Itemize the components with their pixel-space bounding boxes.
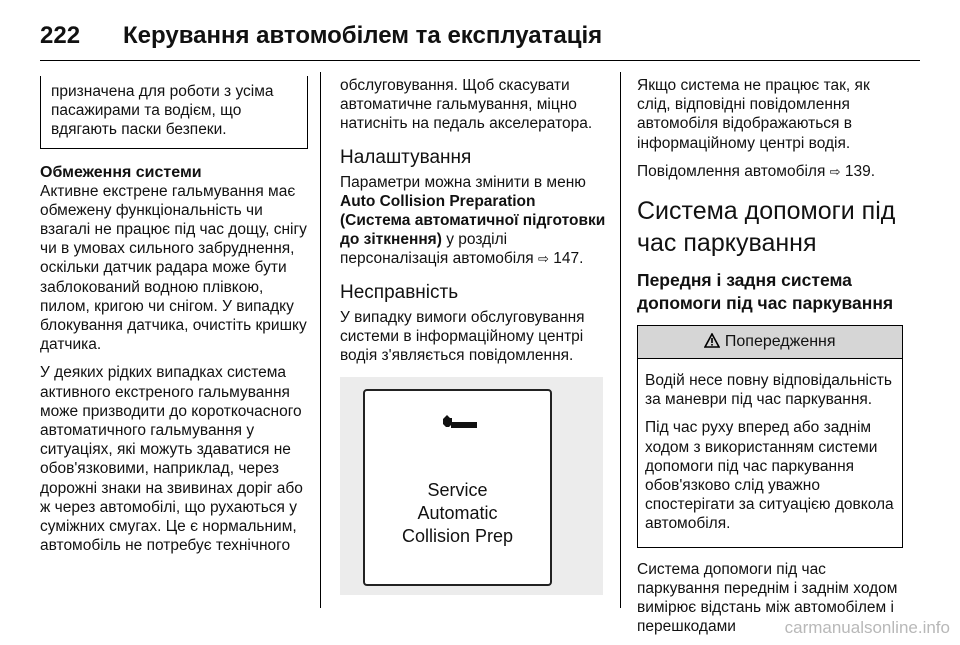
warning-box: [637, 325, 903, 548]
paragraph-rare-cases: У деяких рідких випадках система активного екстреного гальмування може призводити до короткочасного автоматичного гальмування у ситуаціях, які можуть здаватися не обов'язковими, наприклад, через дорожні знаки на звивинах доріг або ж через автомобілі, що рухаються у суміжних смугах. Це є нормальним, автомобіль не потребує технічного: [40, 364, 303, 555]
wrench-icon: [441, 415, 477, 437]
heading-system-limits: Обмеження системи: [40, 163, 202, 181]
paragraph-fault: У випадку вимоги обслуговування системи в інформаційному центрі водія з'являється повідомлення.: [340, 308, 585, 365]
warning-paragraph-2: Під час руху вперед або заднім ходом з використанням системи допомоги під час паркування обов'язково слід уважно спостерігати за ситуацією довкола автомобіля.: [645, 419, 894, 533]
page-ref-arrow-icon: ⇨: [829, 163, 841, 179]
note-box-text: призначена для роботи з усіма пасажирами та водієм, що вдягають паски безпеки.: [51, 83, 274, 139]
section-title-parking-assist: Система допомоги під час паркування: [637, 197, 896, 258]
vehicle-messages-text: Повідомлення автомобіля: [637, 162, 830, 180]
page-ref-139[interactable]: 139: [844, 162, 871, 180]
settings-text-cont: у розділі персоналізація автомобіля: [340, 231, 538, 268]
page-number: 222: [40, 22, 81, 49]
page-ref-arrow-icon: ⇨: [538, 251, 549, 267]
paragraph-malfunction: Якщо система не працює так, як слід, відповідні повідомлення автомобіля відображаються в інформаційному центрі водія.: [637, 77, 870, 152]
page-title: Керування автомобілем та експлуатація: [123, 22, 603, 49]
column-3: [637, 76, 903, 645]
warning-header: [638, 326, 902, 359]
dic-screen: [363, 389, 552, 586]
column-2: [340, 76, 608, 595]
warning-paragraph-1: Водій несе повну відповідальність за маневри під час паркування.: [645, 372, 892, 409]
note-box: [40, 76, 308, 149]
column-1: [40, 76, 308, 564]
settings-menu-name: Auto Collision Preparation (Система автоматичної підготовки до зіткнення): [340, 192, 606, 249]
page-ref-147[interactable]: 147: [553, 250, 580, 268]
paragraph-vehicle-messages: Повідомлення автомобіля ⇨ 139.: [637, 162, 876, 180]
settings-text: Параметри можна змінити в меню: [340, 173, 586, 191]
dic-message: [365, 479, 550, 548]
column-divider-2: [620, 72, 621, 608]
warning-triangle-icon: [704, 333, 720, 348]
dic-line-1: Service: [427, 480, 488, 501]
header-rule: [40, 60, 920, 61]
page-header: [40, 8, 920, 56]
subsection-title-front-rear: Передня і задня система допомоги під час паркування: [637, 270, 894, 314]
dic-line-3: Collision Prep: [401, 526, 514, 547]
paragraph-parking-assist: Система допомоги під час паркування переднім і заднім ходом вимірює відстань між автомобілем і перешкодами: [637, 560, 898, 636]
dic-display-illustration: [340, 377, 603, 595]
heading-fault: Несправність: [340, 281, 459, 303]
heading-settings: Налаштування: [340, 146, 472, 168]
paragraph-limits: Активне екстрене гальмування має обмежену функціональність чи взагалі не працює під час дощу, снігу чи в умовах сильного забруднення, оскільки датчик радара може бути заблокований водною плівкою, пилом, кригою чи снігом. У випадку блокування датчика, очистіть кришку датчика.: [40, 182, 307, 354]
watermark: carmanualsonline.info: [784, 618, 950, 637]
warning-body: [638, 359, 902, 547]
warning-title: Попередження: [724, 333, 836, 351]
dic-line-2: Automatic: [417, 503, 498, 524]
paragraph-settings: Параметри можна змінити в меню Auto Collision Preparation (Система автоматичної підготовки до зіткнення) у розділі персоналізація автомобіля ⇨ 147.: [340, 173, 606, 268]
paragraph-continued: обслуговування. Щоб скасувати автоматичне гальмування, міцно натисніть на педаль акселератора.: [340, 77, 593, 133]
column-divider-1: [320, 72, 321, 608]
